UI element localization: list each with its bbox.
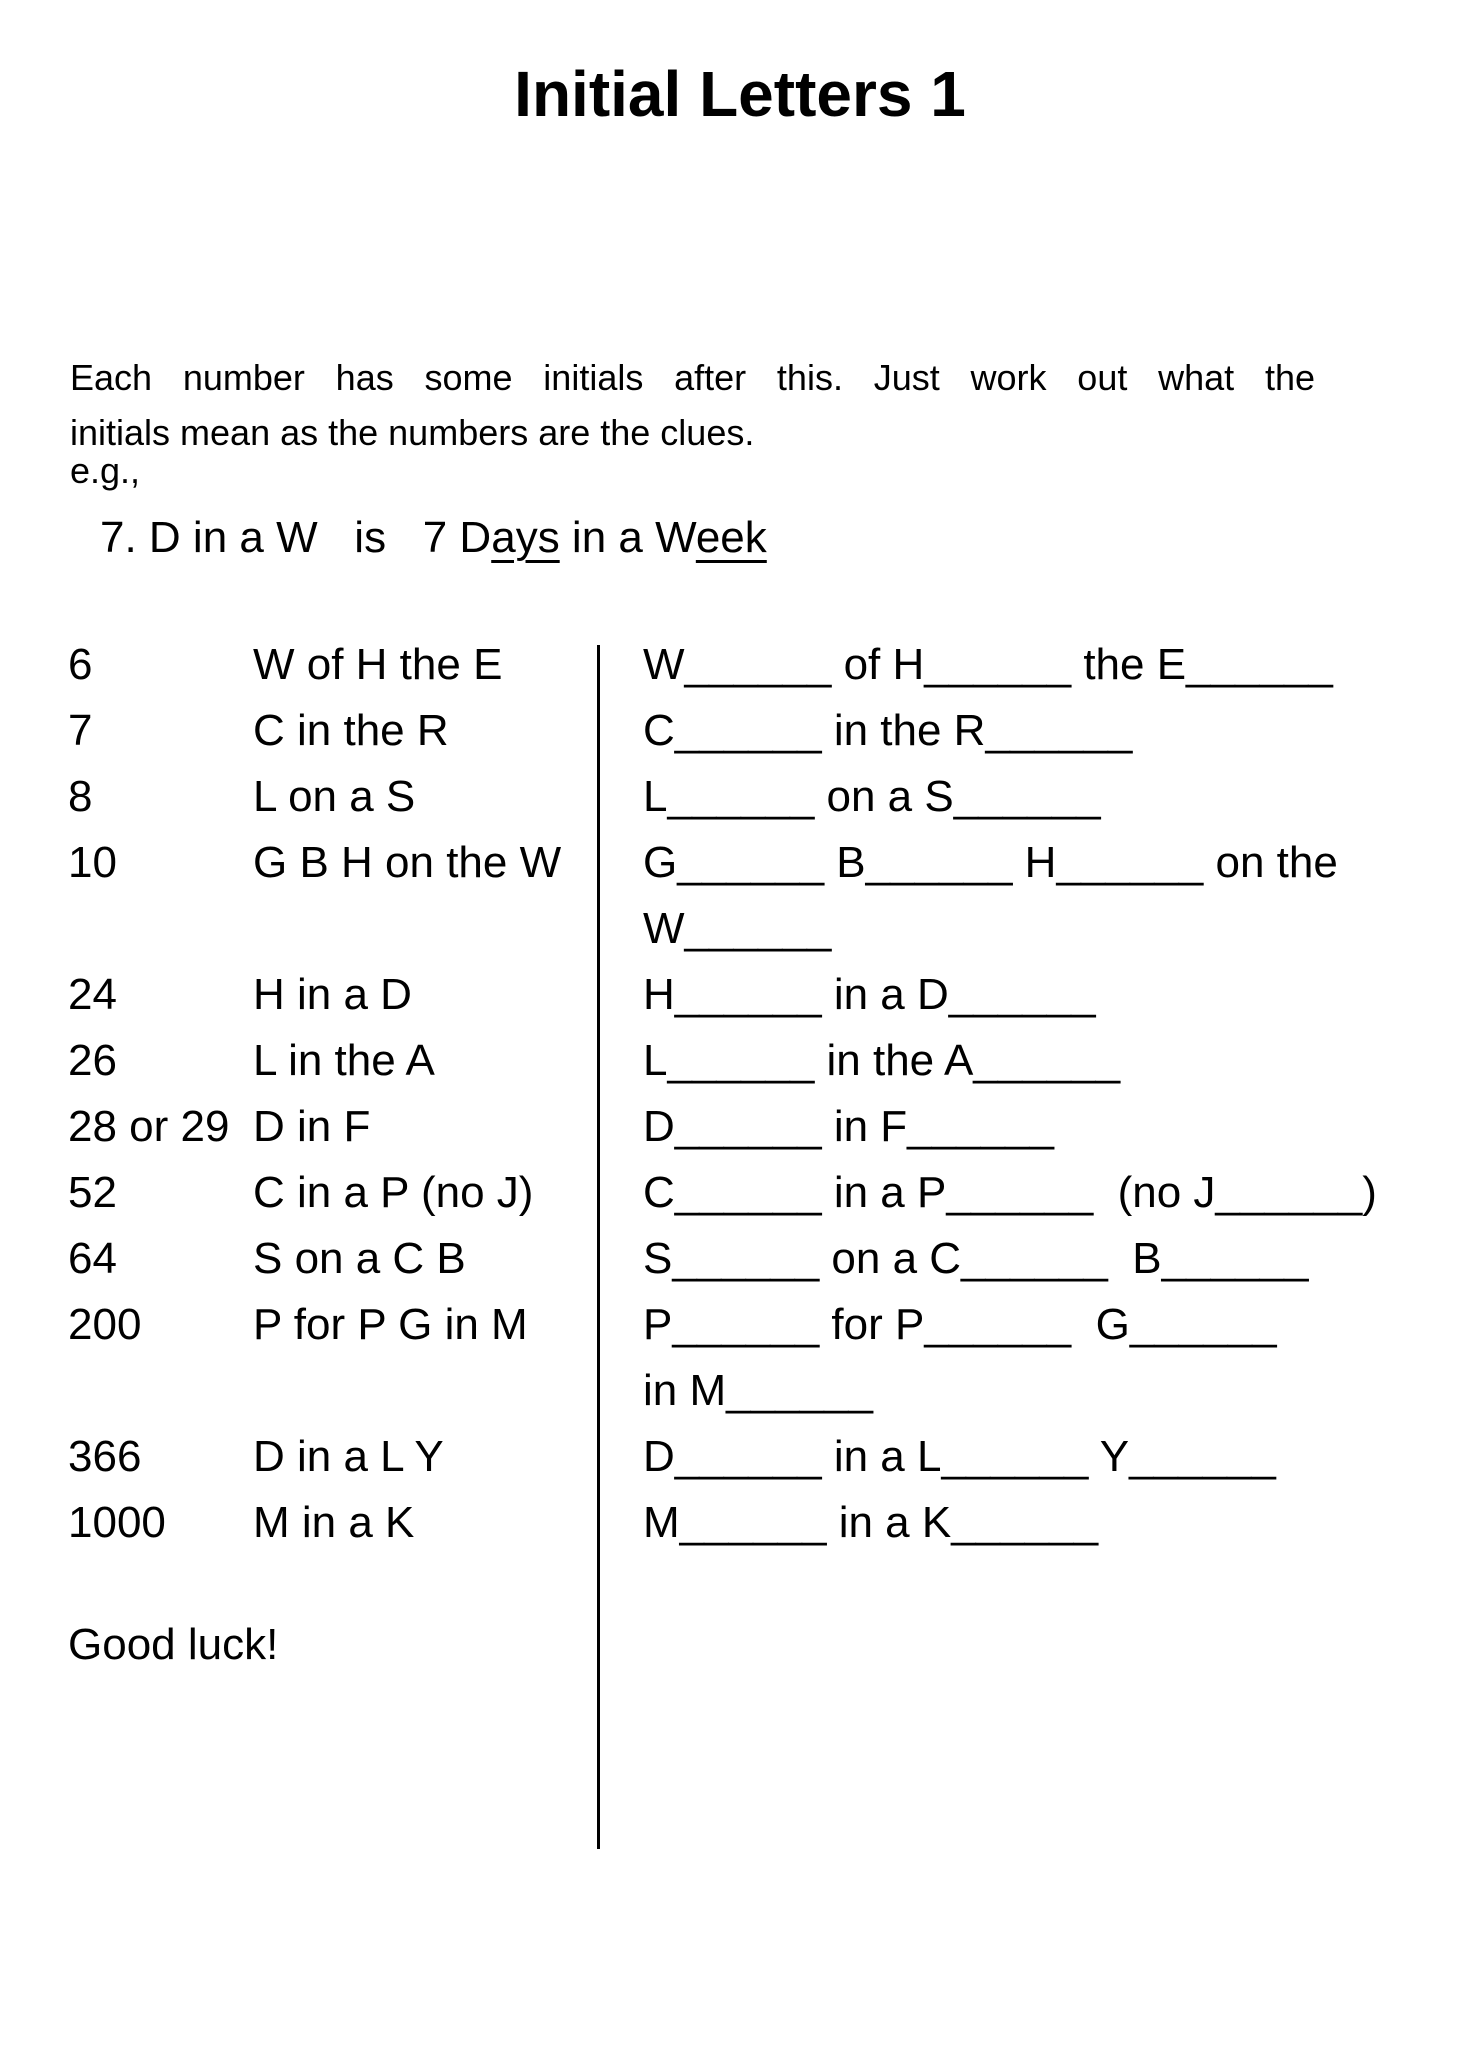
puzzle-clue: D in F xyxy=(253,1102,371,1151)
puzzle-clue: D in a L Y xyxy=(253,1432,444,1481)
puzzle-answer-blanks: W______ xyxy=(643,904,832,953)
puzzle-row xyxy=(68,962,1480,1028)
puzzle-answer-blanks: G______ B______ H______ on the xyxy=(643,838,1338,887)
puzzle-list xyxy=(68,632,1480,1556)
puzzle-number xyxy=(68,896,253,962)
puzzle-clue: C in a P (no J) xyxy=(253,1168,534,1217)
example-underlined-1: ays xyxy=(491,513,560,562)
puzzle-row-wrap xyxy=(68,1358,1480,1424)
puzzle-number: 7 xyxy=(68,706,93,755)
puzzle-clue: H in a D xyxy=(253,970,412,1019)
puzzle-row xyxy=(68,1424,1480,1490)
puzzle-clue: C in the R xyxy=(253,706,449,755)
puzzle-number: 52 xyxy=(68,1168,117,1217)
puzzle-number: 10 xyxy=(68,838,117,887)
puzzle-answer-blanks: W______ of H______ the E______ xyxy=(643,640,1333,689)
puzzle-row xyxy=(68,1160,1480,1226)
puzzle-answer-blanks: L______ on a S______ xyxy=(643,772,1101,821)
puzzle-row xyxy=(68,698,1480,764)
puzzle-clue xyxy=(253,1358,598,1424)
puzzle-row xyxy=(68,830,1480,896)
puzzle-row xyxy=(68,632,1480,698)
example-line xyxy=(100,508,767,568)
puzzle-row xyxy=(68,1490,1480,1556)
puzzle-number xyxy=(68,1358,253,1424)
puzzle-answer-blanks: L______ in the A______ xyxy=(643,1036,1121,1085)
puzzle-clue: M in a K xyxy=(253,1498,415,1547)
puzzle-number: 6 xyxy=(68,640,93,689)
page-title: Initial Letters 1 xyxy=(514,58,966,130)
intro-paragraph xyxy=(70,350,1315,460)
puzzle-number: 24 xyxy=(68,970,117,1019)
puzzle-number: 200 xyxy=(68,1300,142,1349)
puzzle-answer-blanks: C______ in the R______ xyxy=(643,706,1133,755)
puzzle-clue: S on a C B xyxy=(253,1234,466,1283)
puzzle-number: 8 xyxy=(68,772,93,821)
puzzle-number: 28 or 29 xyxy=(68,1102,230,1151)
puzzle-answer-blanks: in M______ xyxy=(643,1366,873,1415)
intro-line-2: initials mean as the numbers are the clues. xyxy=(70,412,755,453)
puzzle-row xyxy=(68,1028,1480,1094)
example-label: e.g., xyxy=(70,450,141,491)
puzzle-answer-blanks: D______ in F______ xyxy=(643,1102,1054,1151)
puzzle-answer-blanks: H______ in a D______ xyxy=(643,970,1096,1019)
puzzle-number: 26 xyxy=(68,1036,117,1085)
puzzle-row xyxy=(68,1292,1480,1358)
puzzle-answer-blanks: M______ in a K______ xyxy=(643,1498,1099,1547)
puzzle-row xyxy=(68,764,1480,830)
puzzle-row xyxy=(68,1226,1480,1292)
footer-note: Good luck! xyxy=(68,1620,279,1669)
example-prefix: 7. D in a W is 7 D xyxy=(100,513,492,562)
puzzle-answer-blanks: D______ in a L______ Y______ xyxy=(643,1432,1276,1481)
puzzle-clue: L in the A xyxy=(253,1036,435,1085)
example-underlined-2: eek xyxy=(695,513,767,562)
puzzle-answer-blanks: P______ for P______ G______ xyxy=(643,1300,1277,1349)
puzzle-clue: P for P G in M xyxy=(253,1300,528,1349)
puzzle-number: 64 xyxy=(68,1234,117,1283)
puzzle-clue: L on a S xyxy=(253,772,416,821)
puzzle-number: 1000 xyxy=(68,1498,166,1547)
puzzle-row-wrap xyxy=(68,896,1480,962)
puzzle-number: 366 xyxy=(68,1432,142,1481)
puzzle-answer-blanks: S______ on a C______ B______ xyxy=(643,1234,1309,1283)
intro-line-1: Each number has some initials after this. Just work out what the xyxy=(70,357,1315,398)
puzzle-clue: G B H on the W xyxy=(253,838,562,887)
puzzle-row xyxy=(68,1094,1480,1160)
column-divider-line xyxy=(597,645,600,1849)
puzzle-answer-blanks: C______ in a P______ (no J______) xyxy=(643,1168,1377,1217)
puzzle-clue: W of H the E xyxy=(253,640,503,689)
example-middle: in a W xyxy=(559,513,696,562)
puzzle-clue xyxy=(253,896,598,962)
